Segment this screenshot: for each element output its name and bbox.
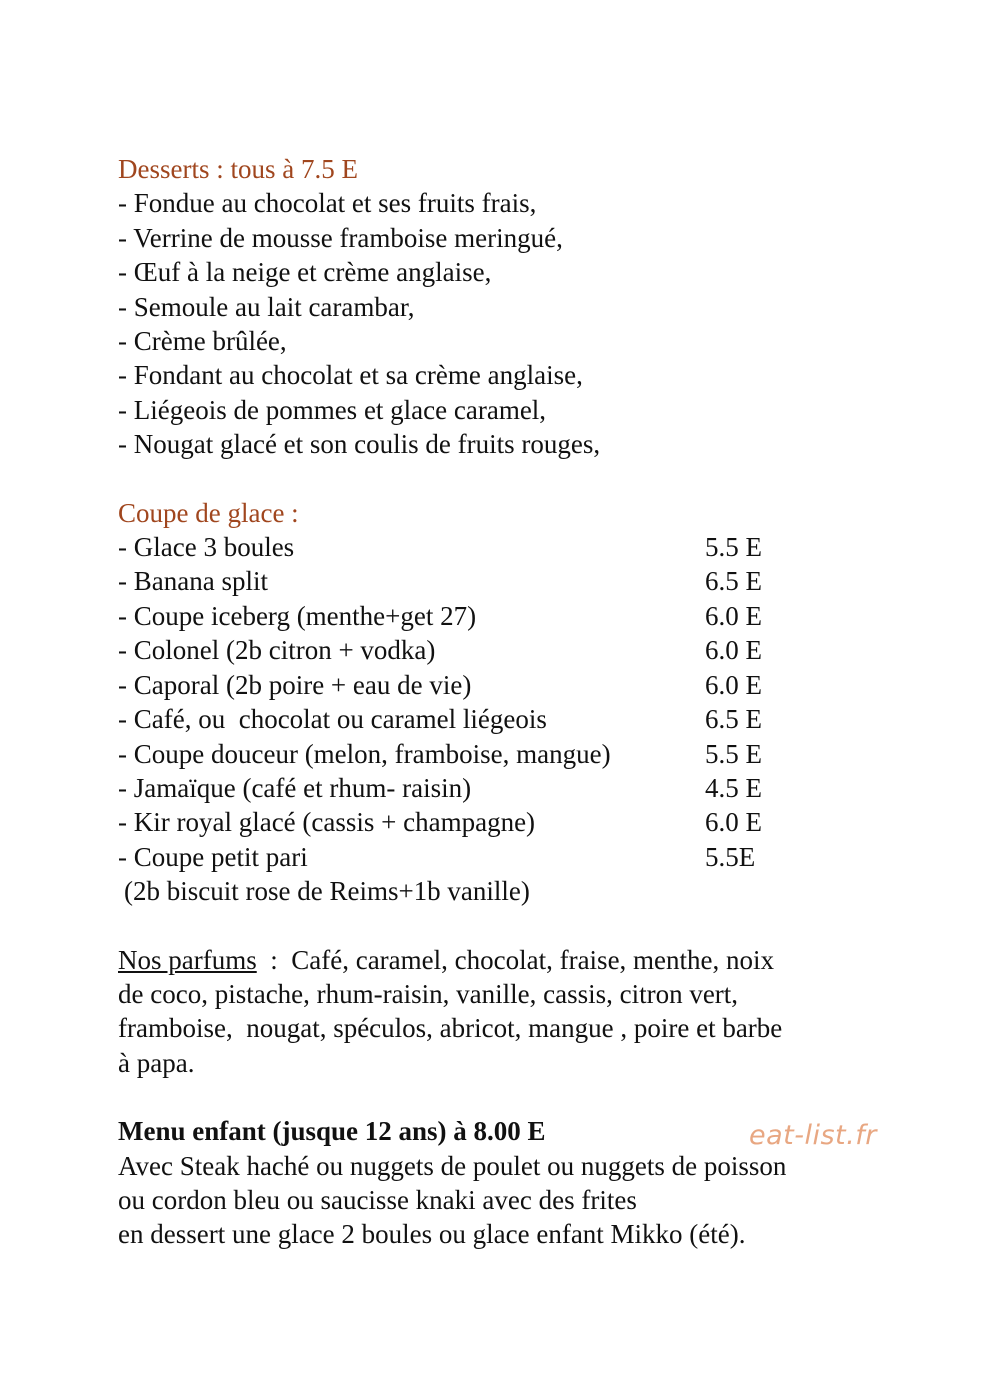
coupe-name: - Café, ou chocolat ou caramel liégeois xyxy=(118,704,547,735)
menu-enfant-text: ou cordon bleu ou saucisse knaki avec des frites xyxy=(118,1184,637,1215)
parfums-text: à papa. xyxy=(118,1047,195,1078)
coupes-heading: Coupe de glace : xyxy=(118,497,299,528)
coupe-row xyxy=(118,702,878,736)
coupe-name: - Glace 3 boules xyxy=(118,532,295,563)
coupe-price: 6.0 E xyxy=(705,600,762,631)
parfums-first-line xyxy=(118,943,878,977)
parfums-label: Nos parfums xyxy=(118,944,257,975)
menu-enfant-heading: Menu enfant (jusque 12 ans) à 8.00 E xyxy=(118,1116,546,1147)
coupe-name: - Banana split xyxy=(118,566,268,597)
dessert-item: - Fondant au chocolat et sa crème anglaise, xyxy=(118,360,583,391)
coupe-row xyxy=(118,771,878,805)
parfums-text: de coco, pistache, rhum-raisin, vanille, cassis, citron vert, xyxy=(118,978,739,1009)
watermark-logo: eat-list.fr xyxy=(749,1120,877,1151)
coupe-price: 6.5 E xyxy=(705,566,762,597)
coupe-row xyxy=(118,805,878,839)
coupe-row xyxy=(118,530,878,564)
coupe-note: (2b biscuit rose de Reims+1b vanille) xyxy=(124,876,530,907)
coupe-row xyxy=(118,564,878,598)
desserts-section xyxy=(118,152,878,462)
parfums-text: : Café, caramel, chocolat, fraise, menthe, noix xyxy=(256,944,775,975)
coupes-section xyxy=(118,496,878,909)
coupe-price: 4.5 E xyxy=(705,772,762,803)
parfums-section xyxy=(118,943,878,1081)
dessert-item: - Nougat glacé et son coulis de fruits rouges, xyxy=(118,429,601,460)
dessert-item: - Œuf à la neige et crème anglaise, xyxy=(118,257,492,288)
coupe-name: - Colonel (2b citron + vodka) xyxy=(118,635,436,666)
desserts-heading: Desserts : tous à 7.5 E xyxy=(118,154,358,184)
section-spacer xyxy=(118,1080,878,1114)
coupe-price: 6.0 E xyxy=(705,635,762,666)
menu-page xyxy=(118,152,878,1252)
menu-enfant-text: Avec Steak haché ou nuggets de poulet ou nuggets de poisson xyxy=(118,1150,787,1181)
section-spacer xyxy=(118,909,878,943)
coupe-name: - Coupe douceur (melon, framboise, mangue) xyxy=(118,738,611,769)
coupe-row xyxy=(118,599,878,633)
coupe-price: 5.5E xyxy=(705,841,756,872)
coupe-row xyxy=(118,668,878,702)
coupe-name: - Coupe iceberg (menthe+get 27) xyxy=(118,600,477,631)
dessert-item: - Fondue au chocolat et ses fruits frais, xyxy=(118,188,537,219)
dessert-item: - Crème brûlée, xyxy=(118,326,287,357)
dessert-item: - Liégeois de pommes et glace caramel, xyxy=(118,394,547,425)
coupe-row xyxy=(118,633,878,667)
coupe-name: - Caporal (2b poire + eau de vie) xyxy=(118,669,472,700)
dessert-item: - Verrine de mousse framboise meringué, xyxy=(118,222,563,253)
coupe-name: - Jamaïque (café et rhum- raisin) xyxy=(118,772,472,803)
coupe-price: 5.5 E xyxy=(705,532,762,563)
coupe-row xyxy=(118,737,878,771)
coupe-row xyxy=(118,840,878,874)
coupe-price: 6.0 E xyxy=(705,669,762,700)
parfums-text: framboise, nougat, spéculos, abricot, mangue , poire et barbe xyxy=(118,1013,783,1044)
coupe-price: 6.0 E xyxy=(705,807,762,838)
section-spacer xyxy=(118,462,878,496)
menu-enfant-text: en dessert une glace 2 boules ou glace enfant Mikko (été). xyxy=(118,1219,746,1250)
coupe-price: 5.5 E xyxy=(705,738,762,769)
coupe-name: - Kir royal glacé (cassis + champagne) xyxy=(118,807,536,838)
coupe-name: - Coupe petit pari xyxy=(118,841,308,872)
dessert-item: - Semoule au lait carambar, xyxy=(118,291,415,322)
coupe-price: 6.5 E xyxy=(705,704,762,735)
